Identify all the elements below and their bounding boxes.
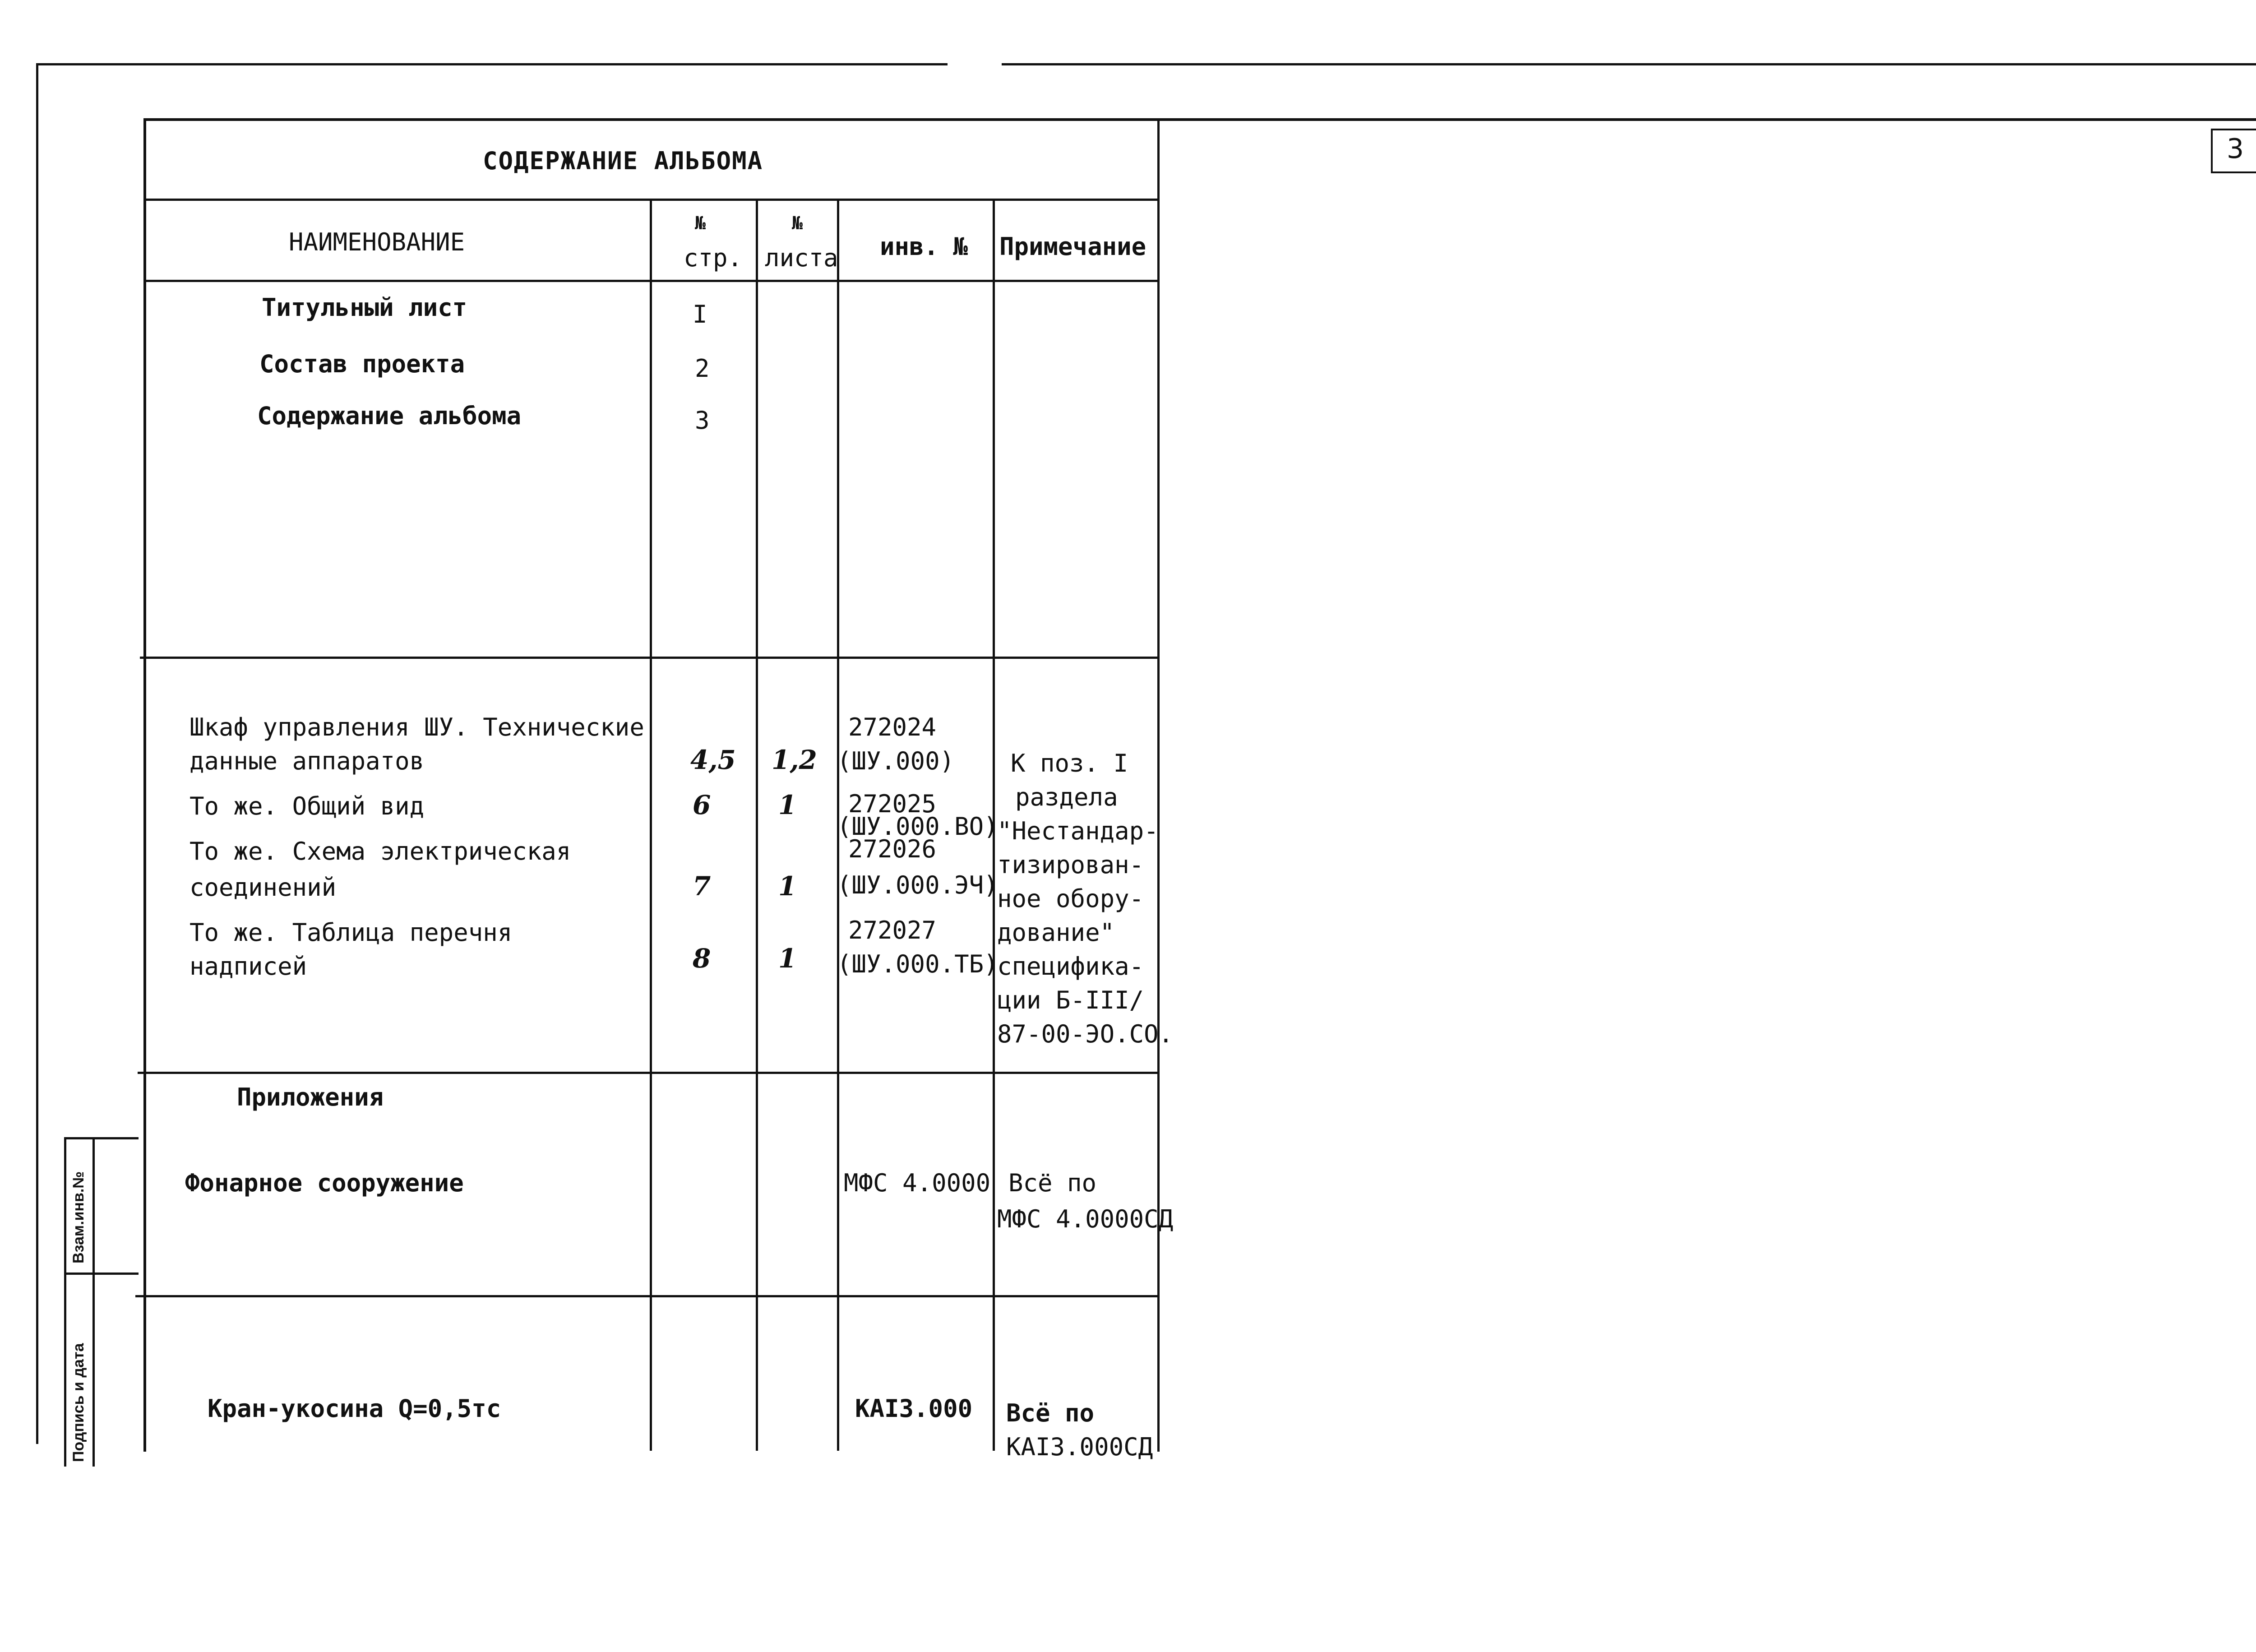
row-labels-name-2: надписей (190, 952, 307, 981)
page-number: 3 (2227, 133, 2244, 165)
note-line-9: 87-00-ЭО.СО. (997, 1020, 1174, 1048)
page-number-box-bottom (2211, 171, 2256, 173)
row-title-page-page: I (693, 300, 707, 329)
appendix1-bottom (135, 1295, 1160, 1297)
row-labels-sheet: 1 (778, 943, 797, 974)
note-line-1: К поз. I (1011, 749, 1128, 777)
appendix-heading: Приложения (237, 1083, 384, 1111)
stamp-mid-col (92, 1137, 95, 1467)
row-cabinet-page: 4,5 (690, 745, 736, 775)
note-line-8: ции Б-III/ (997, 986, 1144, 1014)
table-right (1157, 118, 1160, 1452)
frame-top-right (1002, 63, 2256, 65)
row-title-page-name: Титульный лист (262, 293, 467, 322)
table-top (144, 118, 2256, 121)
row-general-view-name: То же. Общий вид (190, 792, 425, 820)
row-contents-page: 3 (695, 406, 710, 435)
frame-top-left (36, 63, 948, 65)
row-cabinet-inv-1: 272024 (848, 713, 937, 741)
row-general-view-sheet: 1 (778, 790, 797, 820)
row-crane-note-1: Всё по (1006, 1399, 1095, 1427)
col-header-page: стр. (684, 244, 743, 272)
col-sep-2 (756, 201, 758, 1451)
frame-left (36, 63, 38, 1444)
col-header-inv: инв. № (880, 232, 968, 261)
row-wiring-name-1: То же. Схема электрическая (190, 837, 571, 865)
stamp-outer-left (64, 1137, 66, 1467)
row-project-name: Состав проекта (259, 350, 465, 378)
row-labels-inv-1: 272027 (848, 916, 937, 944)
row-labels-name-1: То же. Таблица перечня (190, 918, 513, 947)
row-project-page: 2 (695, 354, 710, 383)
row-crane-inv: КАI3.000 (855, 1394, 973, 1423)
col-header-sheet-no: № (792, 213, 803, 234)
row-cabinet-name-2: данные аппаратов (190, 747, 425, 775)
row-crane-name: Кран-укосина Q=0,5тс (208, 1394, 501, 1423)
row-general-view-inv-2: (ШУ.000.ВО) (837, 812, 999, 841)
row-lantern-note-2: МФС 4.0000СД (997, 1205, 1174, 1233)
note-line-4: тизирован- (997, 851, 1144, 879)
row-cabinet-inv-2: (ШУ.000) (837, 747, 955, 775)
col-header-sheet: листа (765, 244, 838, 272)
page-number-box-left (2211, 129, 2213, 173)
row-wiring-inv-2: (ШУ.000.ЭЧ) (837, 871, 999, 899)
note-line-6: дование" (997, 918, 1115, 947)
row-wiring-inv-1: 272026 (848, 835, 937, 863)
row-wiring-name-2: соединений (190, 873, 337, 902)
row-labels-page: 8 (693, 943, 711, 974)
stamp-outer-top (64, 1137, 139, 1139)
stamp-signature-date: Подпись и дата (70, 1343, 87, 1462)
album-title: СОДЕРЖАНИЕ АЛЬБОМА (483, 147, 763, 175)
row-cabinet-name-1: Шкаф управления ШУ. Технические (190, 713, 644, 741)
note-line-2: раздела (1015, 783, 1118, 811)
row-crane-note-2: КАI3.000СД (1006, 1433, 1153, 1461)
note-line-3: "Нестандар- (997, 817, 1159, 845)
note-line-7: специфика- (997, 952, 1144, 981)
title-bottom (144, 199, 1160, 201)
page-number-box-top (2211, 129, 2256, 130)
row-lantern-inv: МФС 4.0000 (844, 1169, 991, 1197)
row-lantern-name: Фонарное сооружение (185, 1169, 464, 1197)
stamp-divider (64, 1273, 139, 1275)
stamp-replacement-inv: Взам.инв.№ (70, 1171, 87, 1263)
row-general-view-inv-1: 272025 (848, 790, 937, 818)
row-wiring-sheet: 1 (778, 871, 797, 902)
row-contents-name: Содержание альбома (257, 402, 522, 430)
row-labels-inv-2: (ШУ.000.ТБ) (837, 950, 999, 978)
note-line-5: ное обору- (997, 884, 1144, 913)
section2-bottom (138, 1072, 1160, 1074)
col-header-note: Примечание (999, 232, 1146, 261)
col-header-name: НАИМЕНОВАНИЕ (289, 228, 465, 256)
col-header-page-no: № (695, 213, 706, 234)
row-wiring-page: 7 (693, 871, 711, 902)
table-left (143, 118, 146, 1452)
row-general-view-page: 6 (693, 790, 711, 820)
header-bottom (144, 280, 1160, 282)
col-sep-1 (650, 201, 652, 1451)
row-lantern-note-1: Всё по (1008, 1169, 1097, 1197)
row-cabinet-sheet: 1,2 (772, 745, 817, 775)
